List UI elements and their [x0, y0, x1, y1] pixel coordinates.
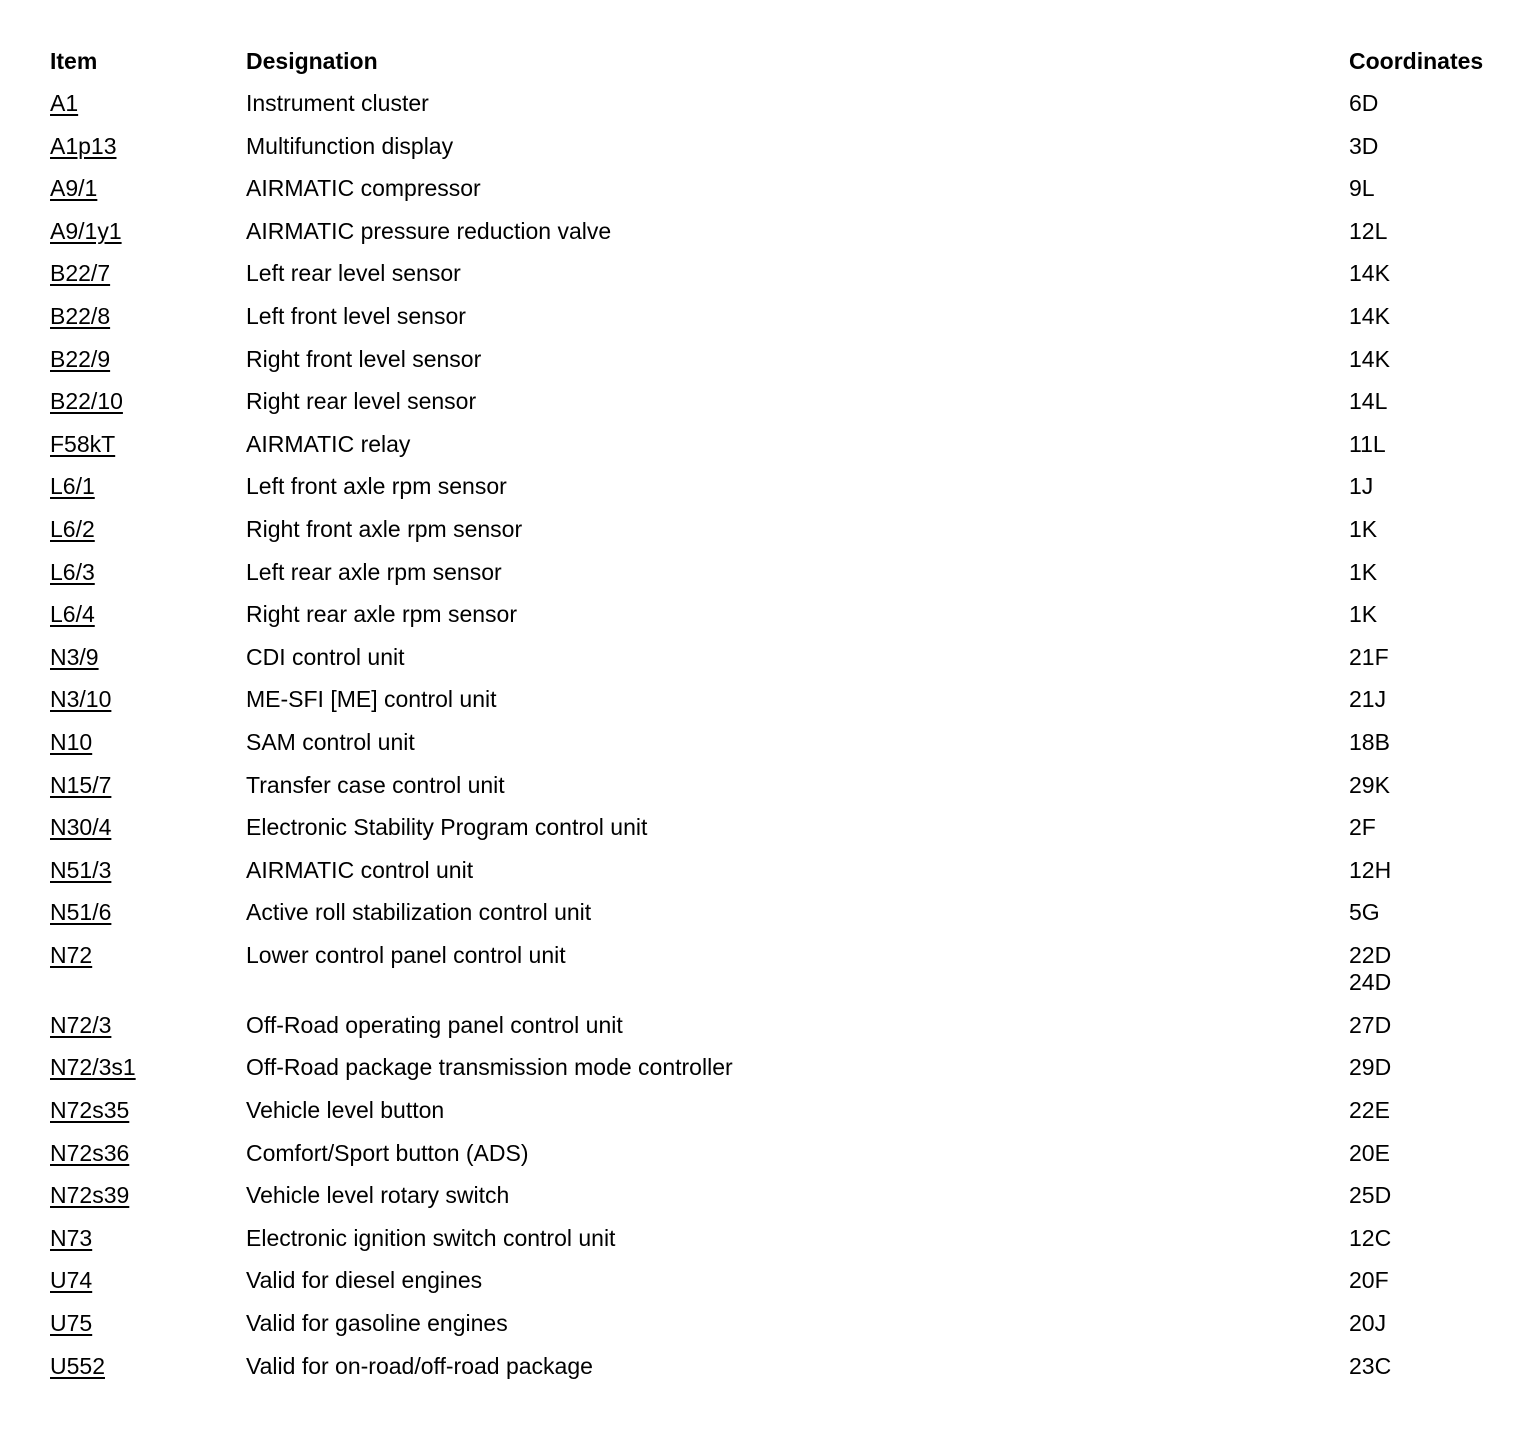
item-link[interactable]: U552 — [50, 1352, 105, 1379]
coordinate-value: 20J — [1349, 1310, 1387, 1337]
coordinate-value: 1K — [1349, 601, 1378, 628]
table-row — [50, 1097, 1510, 1140]
coordinates-cell — [1349, 90, 1510, 117]
table-row — [50, 516, 1510, 559]
coordinate-value: 21J — [1349, 686, 1387, 713]
coordinate-value: 1J — [1349, 473, 1374, 500]
item-cell — [50, 942, 246, 969]
table-row — [50, 218, 1510, 261]
table-row — [50, 133, 1510, 176]
item-link[interactable]: N72s36 — [50, 1139, 130, 1166]
coordinates-cell — [1349, 686, 1510, 713]
item-link[interactable]: N30/4 — [50, 814, 112, 841]
item-link[interactable]: B22/10 — [50, 388, 123, 415]
coordinates-cell — [1349, 559, 1510, 586]
item-link[interactable]: L6/1 — [50, 473, 95, 500]
item-cell — [50, 814, 246, 841]
item-cell — [50, 516, 246, 543]
coordinates-cell — [1349, 388, 1510, 415]
designation-cell: Valid for on-road/off-road package — [246, 1352, 593, 1379]
coordinates-cell — [1349, 473, 1510, 500]
item-link[interactable]: A9/1 — [50, 175, 98, 202]
coordinate-value: 6D — [1349, 90, 1379, 116]
coordinates-cell — [1349, 729, 1510, 756]
coordinate-value: 18B — [1349, 728, 1390, 755]
item-link[interactable]: B22/9 — [50, 345, 111, 372]
item-column-header: Item — [50, 48, 98, 74]
table-row — [50, 1225, 1510, 1268]
coordinate-value: 22E — [1349, 1097, 1390, 1124]
item-cell — [50, 1267, 246, 1294]
designation-cell: Right front axle rpm sensor — [246, 515, 523, 542]
coordinates-cell — [1349, 1140, 1510, 1167]
designation-cell: Valid for gasoline engines — [246, 1310, 508, 1337]
coordinate-value: 25D — [1349, 1182, 1392, 1209]
coordinates-column-header: Coordinates — [1349, 48, 1484, 74]
item-link[interactable]: N51/6 — [50, 899, 112, 926]
item-link[interactable]: A1 — [50, 90, 79, 116]
coordinates-cell — [1349, 942, 1510, 996]
designation-cell: AIRMATIC pressure reduction valve — [246, 217, 612, 244]
designation-cell: Off-Road operating panel control unit — [246, 1011, 623, 1038]
coordinate-value: 20F — [1349, 1267, 1389, 1294]
coordinate-value: 14K — [1349, 345, 1390, 372]
coordinates-cell — [1349, 772, 1510, 799]
item-link[interactable]: N72s35 — [50, 1097, 130, 1124]
designation-cell: Left front level sensor — [246, 302, 466, 329]
table-row — [50, 1182, 1510, 1225]
designation-cell: Instrument cluster — [246, 90, 429, 116]
coordinate-value: 20E — [1349, 1139, 1390, 1166]
item-cell — [50, 559, 246, 586]
table-row — [50, 601, 1510, 644]
coordinate-value: 9L — [1349, 175, 1375, 202]
item-link[interactable]: N3/10 — [50, 686, 112, 713]
item-cell — [50, 303, 246, 330]
item-cell — [50, 346, 246, 373]
table-row — [50, 1353, 1510, 1396]
designation-cell: Electronic Stability Program control unit — [246, 814, 648, 841]
table-row — [50, 772, 1510, 815]
coordinates-cell — [1349, 1097, 1510, 1124]
table-row — [50, 857, 1510, 900]
coordinate-value: 12C — [1349, 1224, 1392, 1251]
item-link[interactable]: N72/3 — [50, 1011, 112, 1038]
coordinates-cell — [1349, 601, 1510, 628]
item-link[interactable]: N72s39 — [50, 1182, 130, 1209]
item-link[interactable]: N15/7 — [50, 771, 112, 798]
item-link[interactable]: F58kT — [50, 430, 116, 457]
item-link[interactable]: L6/3 — [50, 558, 95, 585]
coordinates-cell — [1349, 1012, 1510, 1039]
table-row — [50, 686, 1510, 729]
item-cell — [50, 729, 246, 756]
coordinate-value: 23C — [1349, 1352, 1392, 1379]
coordinates-cell — [1349, 1054, 1510, 1081]
coordinate-value: 12L — [1349, 217, 1388, 244]
table-row — [50, 431, 1510, 474]
table-row — [50, 729, 1510, 772]
table-row — [50, 1054, 1510, 1097]
item-link[interactable]: N51/3 — [50, 856, 112, 883]
table-row — [50, 388, 1510, 431]
item-link[interactable]: N73 — [50, 1224, 93, 1251]
item-cell — [50, 90, 246, 117]
coordinate-value: 11L — [1349, 430, 1386, 457]
coordinate-value: 14K — [1349, 302, 1390, 329]
coordinate-value: 22D — [1349, 941, 1392, 968]
designation-cell: Multifunction display — [246, 132, 454, 159]
table-row — [50, 473, 1510, 516]
item-link[interactable]: L6/4 — [50, 601, 95, 628]
coordinates-cell — [1349, 516, 1510, 543]
designation-cell: Right rear level sensor — [246, 388, 477, 415]
item-link[interactable]: B22/7 — [50, 260, 111, 287]
coordinate-value: 29K — [1349, 771, 1390, 798]
item-cell — [50, 1054, 246, 1081]
table-row — [50, 260, 1510, 303]
designation-cell: Right rear axle rpm sensor — [246, 601, 517, 628]
table-row — [50, 1267, 1510, 1310]
table-row — [50, 1310, 1510, 1353]
coordinates-cell — [1349, 346, 1510, 373]
item-cell — [50, 1182, 246, 1209]
table-row — [50, 175, 1510, 218]
designation-cell: Active roll stabilization control unit — [246, 899, 592, 926]
item-cell — [50, 1140, 246, 1167]
designation-cell: Lower control panel control unit — [246, 941, 566, 968]
designation-cell: Valid for diesel engines — [246, 1267, 483, 1294]
designation-cell: ME-SFI [ME] control unit — [246, 686, 497, 713]
item-link[interactable]: A9/1y1 — [50, 217, 122, 244]
coordinates-cell — [1349, 303, 1510, 330]
designation-cell: Electronic ignition switch control unit — [246, 1224, 616, 1251]
coordinate-value: 24D — [1349, 968, 1392, 995]
item-cell — [50, 175, 246, 202]
item-link[interactable]: N72/3s1 — [50, 1054, 136, 1081]
item-cell — [50, 1225, 246, 1252]
coordinates-cell — [1349, 814, 1510, 841]
coordinates-cell — [1349, 431, 1510, 458]
item-cell — [50, 644, 246, 671]
table-row — [50, 559, 1510, 602]
coordinate-value: 3D — [1349, 132, 1379, 159]
item-cell — [50, 772, 246, 799]
designation-cell: Vehicle level rotary switch — [246, 1182, 510, 1209]
table-row — [50, 303, 1510, 346]
table-row — [50, 1140, 1510, 1183]
coordinates-cell — [1349, 1225, 1510, 1252]
table-row — [50, 942, 1510, 1012]
item-cell — [50, 133, 246, 160]
item-link[interactable]: N10 — [50, 728, 93, 755]
coordinates-cell — [1349, 1267, 1510, 1294]
designation-cell: AIRMATIC compressor — [246, 175, 481, 202]
item-cell — [50, 1012, 246, 1039]
item-cell — [50, 686, 246, 713]
designation-cell: Vehicle level button — [246, 1097, 445, 1124]
table-row — [50, 1012, 1510, 1055]
item-cell — [50, 431, 246, 458]
coordinates-cell — [1349, 1353, 1510, 1380]
table-row — [50, 644, 1510, 687]
table-row — [50, 346, 1510, 389]
coordinate-value: 29D — [1349, 1054, 1392, 1081]
designation-cell: SAM control unit — [246, 728, 415, 755]
designation-cell: Transfer case control unit — [246, 771, 505, 798]
designation-cell: Left rear axle rpm sensor — [246, 558, 502, 585]
table-row — [50, 899, 1510, 942]
item-link[interactable]: U75 — [50, 1310, 93, 1337]
item-link[interactable]: U74 — [50, 1267, 93, 1294]
item-link[interactable]: L6/2 — [50, 515, 95, 542]
coordinates-cell — [1349, 857, 1510, 884]
coordinate-value: 1K — [1349, 558, 1378, 585]
coordinates-cell — [1349, 1182, 1510, 1209]
item-cell — [50, 260, 246, 287]
table-header-row — [50, 48, 1510, 90]
designation-cell: AIRMATIC relay — [246, 430, 411, 457]
item-cell — [50, 899, 246, 926]
designation-cell: Left rear level sensor — [246, 260, 461, 287]
item-cell — [50, 1353, 246, 1380]
item-link[interactable]: N72 — [50, 941, 93, 968]
coordinate-value: 14L — [1349, 388, 1388, 415]
component-legend-table — [50, 48, 1510, 1395]
item-cell — [50, 218, 246, 245]
coordinates-cell — [1349, 1310, 1510, 1337]
item-cell — [50, 473, 246, 500]
coordinates-cell — [1349, 175, 1510, 202]
coordinates-cell — [1349, 899, 1510, 926]
table-row — [50, 814, 1510, 857]
designation-cell: AIRMATIC control unit — [246, 856, 474, 883]
coordinates-cell — [1349, 218, 1510, 245]
designation-cell: Off-Road package transmission mode controller — [246, 1054, 733, 1081]
designation-column-header: Designation — [246, 48, 378, 74]
designation-cell: Right front level sensor — [246, 345, 482, 372]
table-body — [50, 90, 1510, 1395]
item-cell — [50, 388, 246, 415]
item-link[interactable]: A1p13 — [50, 132, 117, 159]
coordinates-cell — [1349, 133, 1510, 160]
item-cell — [50, 1310, 246, 1337]
coordinate-value: 1K — [1349, 515, 1378, 542]
coordinate-value: 14K — [1349, 260, 1390, 287]
coordinate-value: 2F — [1349, 814, 1376, 841]
coordinates-cell — [1349, 260, 1510, 287]
coordinate-value: 21F — [1349, 643, 1389, 670]
item-link[interactable]: B22/8 — [50, 302, 111, 329]
coordinate-value: 27D — [1349, 1011, 1392, 1038]
coordinate-value: 5G — [1349, 899, 1380, 926]
item-cell — [50, 601, 246, 628]
coordinate-value: 12H — [1349, 856, 1392, 883]
designation-cell: Left front axle rpm sensor — [246, 473, 507, 500]
item-cell — [50, 1097, 246, 1124]
coordinates-cell — [1349, 644, 1510, 671]
item-link[interactable]: N3/9 — [50, 643, 99, 670]
table-row — [50, 90, 1510, 133]
designation-cell: Comfort/Sport button (ADS) — [246, 1139, 529, 1166]
item-cell — [50, 857, 246, 884]
designation-cell: CDI control unit — [246, 643, 405, 670]
